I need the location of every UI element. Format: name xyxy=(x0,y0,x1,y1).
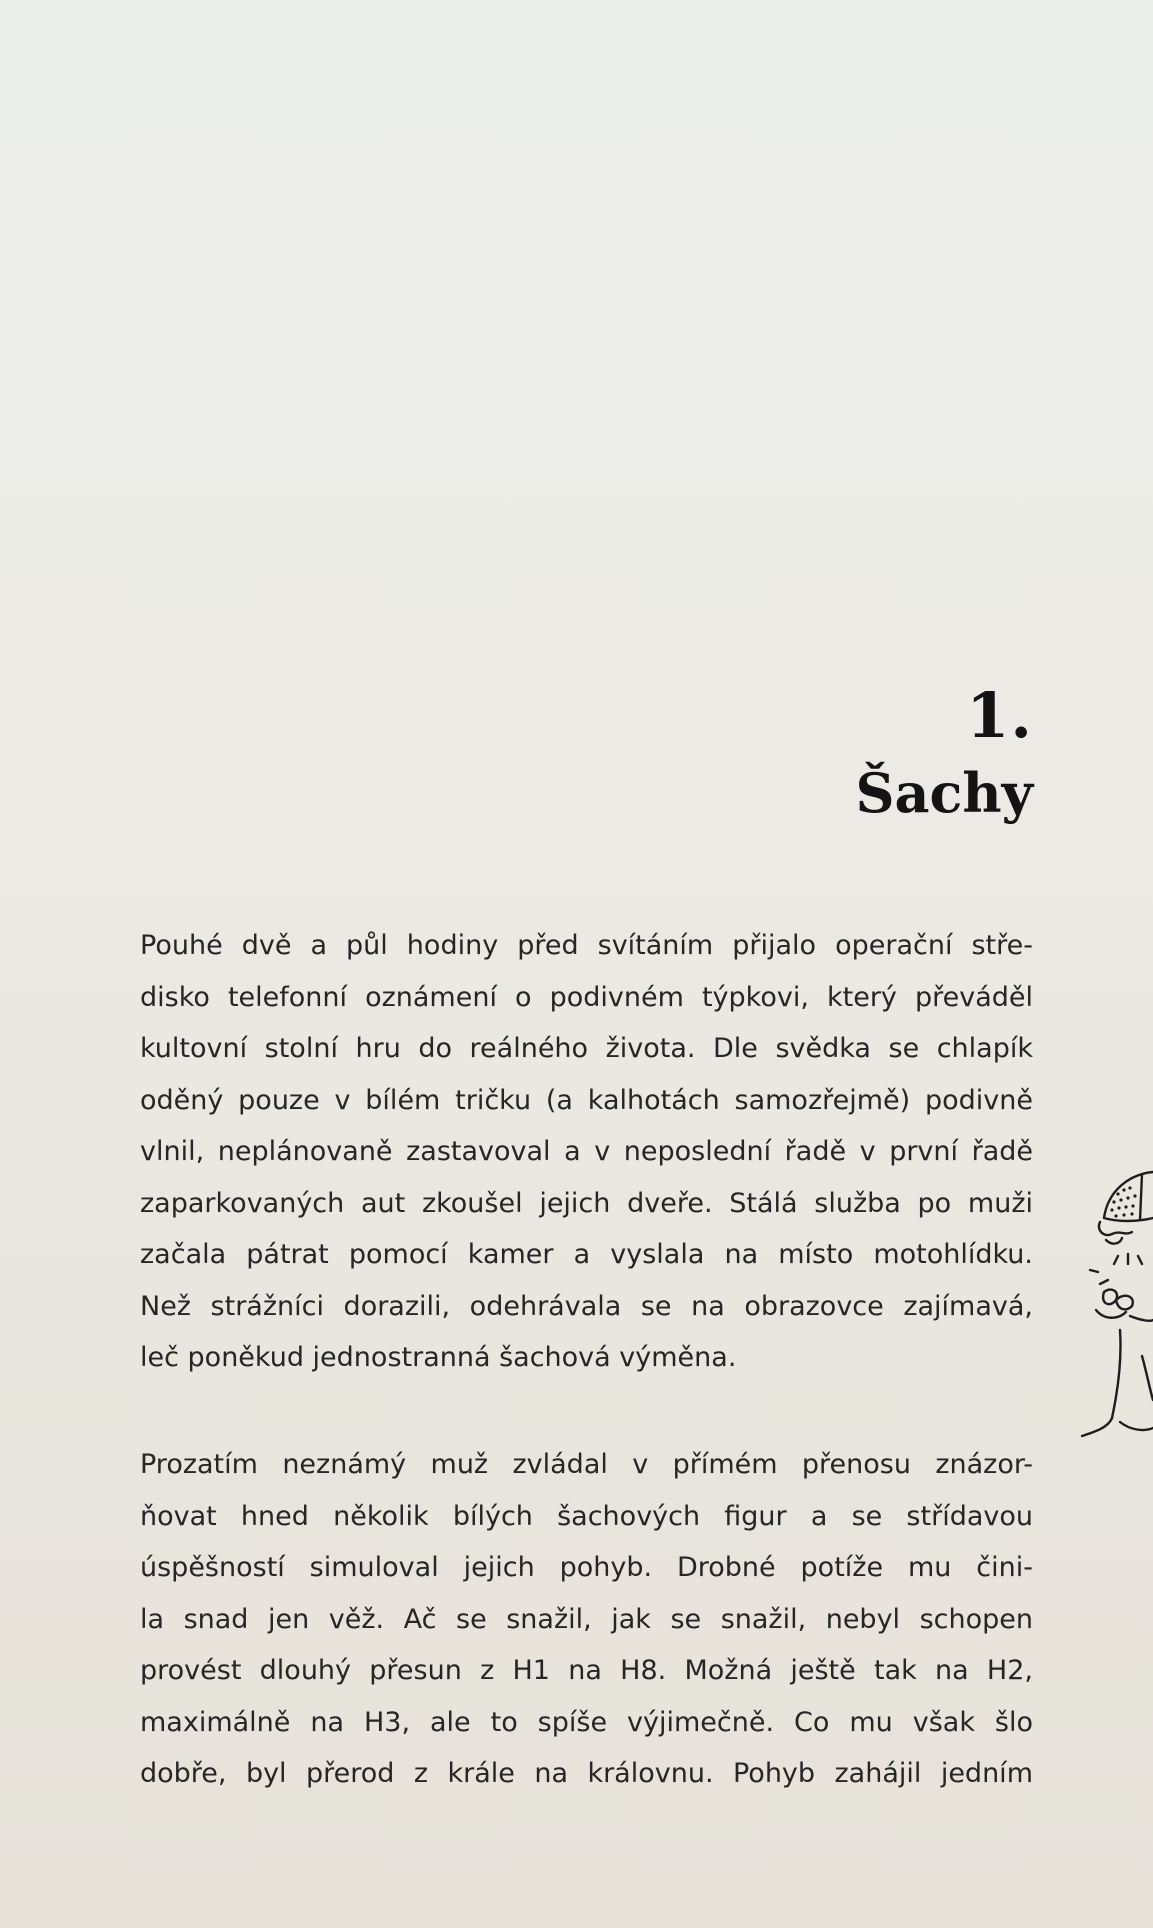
text-line: Než strážníci dorazili, odehrávala se na obrazovce zajímavá, xyxy=(140,1290,1033,1322)
paragraph-2 xyxy=(140,1439,1033,1800)
text-line: maximálně na H3, ale to spíše výjimečně. Co mu však šlo xyxy=(140,1706,1033,1738)
chapter-title: Šachy xyxy=(855,761,1033,825)
text-line: provést dlouhý přesun z H1 na H8. Možná ještě tak na H2, xyxy=(140,1655,1033,1686)
text-line: la snad jen věž. Ač se snažil, jak se snažil, nebyl schopen xyxy=(140,1603,1033,1635)
text-line: zaparkovaných aut zkoušel jejich dveře. Stálá služba po muži xyxy=(140,1187,1033,1219)
text-line: vlnil, neplánovaně zastavoval a v neposlední řadě v první řadě xyxy=(140,1136,1033,1167)
text-line: oděný pouze v bílém tričku (a kalhotách samozřejmě) podivně xyxy=(140,1084,1033,1116)
text-line: leč poněkud jednostranná šachová výměna. xyxy=(140,1342,737,1373)
text-line: začala pátrat pomocí kamer a vyslala na místo motohlídku. xyxy=(140,1239,1033,1270)
text-line: disko telefonní oznámení o podivném týpkovi, který převáděl xyxy=(140,981,1033,1013)
text-line: Pouhé dvě a půl hodiny před svítáním přijalo operační stře- xyxy=(140,930,1033,961)
text-line: dobře, byl přerod z krále na královnu. Pohyb zahájil jedním xyxy=(140,1758,1033,1789)
text-line: Prozatím neznámý muž zvládal v přímém přenosu znázor- xyxy=(140,1449,1033,1480)
text-line: úspěšností simuloval jejich pohyb. Drobné potíže mu čini- xyxy=(140,1552,1033,1583)
paragraph-1 xyxy=(140,920,1033,1384)
margin-illustration xyxy=(1060,1160,1153,1460)
text-line: ňovat hned několik bílých šachových figur a se střídavou xyxy=(140,1500,1033,1532)
chapter-number: 1. xyxy=(966,679,1033,752)
chapter-heading xyxy=(855,676,1033,828)
text-line: kultovní stolní hru do reálného života. Dle svědka se chlapík xyxy=(140,1033,1033,1064)
